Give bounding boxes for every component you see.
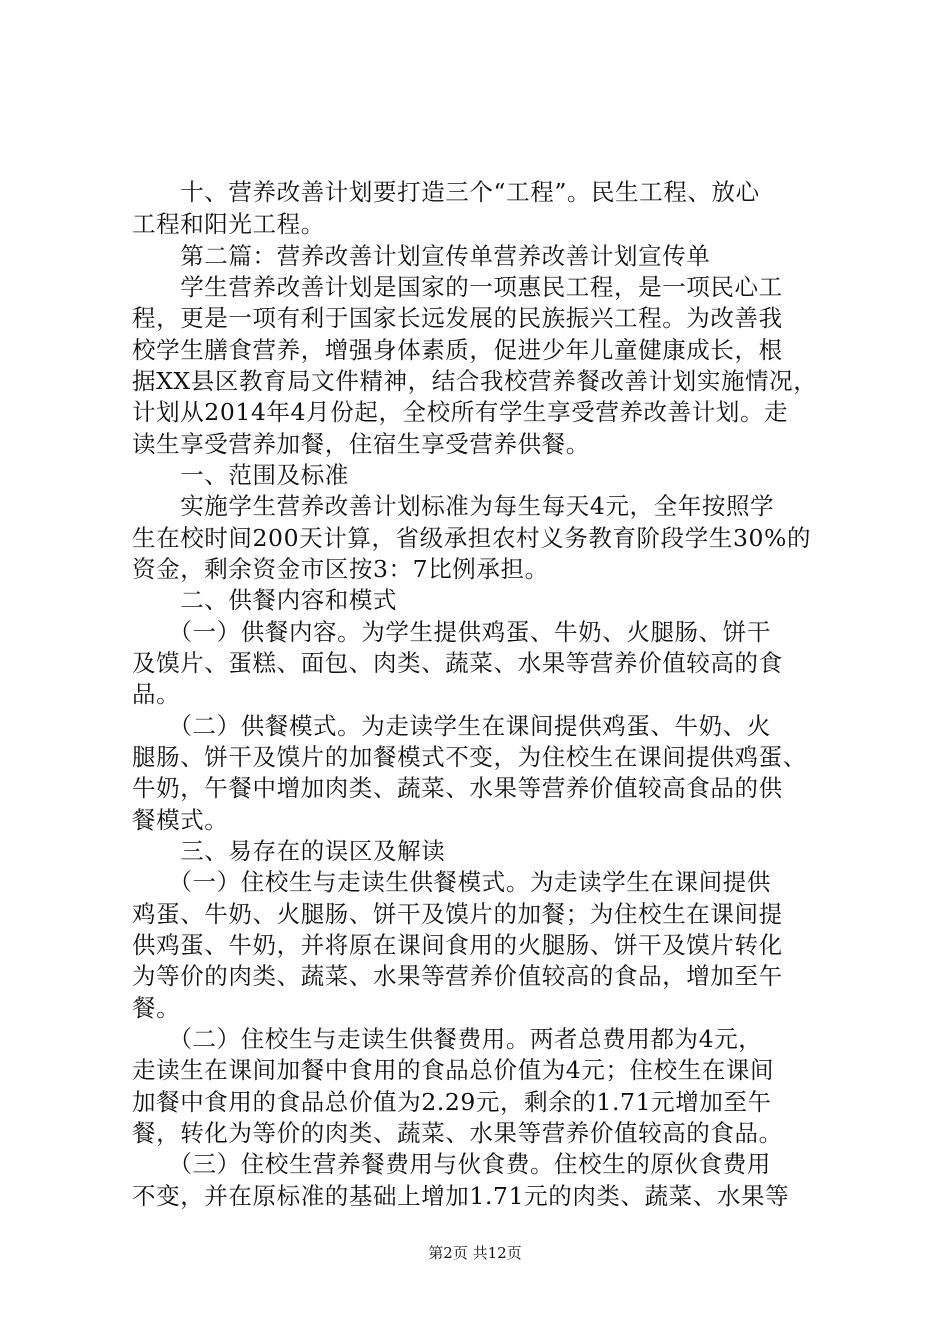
text-line: 不变，并在原标准的基础上增加1.71元的肉类、蔬菜、水果等 xyxy=(132,1182,790,1210)
text-line: 生在校时间200天计算，省级承担农村义务教育阶段学生30%的 xyxy=(132,524,812,552)
section-heading: 一、范围及标准 xyxy=(132,461,349,489)
text-line: 资金，剩余资金市区按3：7比例承担。 xyxy=(132,555,549,583)
text-line: 供鸡蛋、牛奶，并将原在课间食用的火腿肠、饼干及馍片转化 xyxy=(132,931,783,959)
text-line: 餐，转化为等价的肉类、蔬菜、水果等营养价值较高的食品。 xyxy=(132,1119,783,1147)
text-line: 品。 xyxy=(132,680,181,708)
text-line: （二）住校生与走读生供餐费用。两者总费用都为4元， xyxy=(132,1025,763,1053)
text-line: 校学生膳食营养，增强身体素质，促进少年儿童健康成长，根 xyxy=(132,336,783,364)
section-heading: 二、供餐内容和模式 xyxy=(132,586,398,614)
section-heading: 第二篇：营养改善计划宣传单营养改善计划宣传单 xyxy=(132,242,711,270)
text-line: 餐。 xyxy=(132,994,181,1022)
text-line: 十、营养改善计划要打造三个“工程”。民生工程、放心 xyxy=(132,178,760,206)
text-line: 走读生在课间加餐中食用的食品总价值为4元；住校生在课间 xyxy=(132,1056,775,1084)
text-line: （一）住校生与走读生供餐模式。为走读学生在课间提供 xyxy=(132,868,771,896)
text-line: 程，更是一项有利于国家长远发展的民族振兴工程。为改善我 xyxy=(132,304,783,332)
text-line: 实施学生营养改善计划标准为每生每天4元，全年按照学 xyxy=(132,492,775,520)
text-line: （三）住校生营养餐费用与伙食费。住校生的原伙食费用 xyxy=(132,1150,771,1178)
text-line: 加餐中食用的食品总价值为2.29元，剩余的1.71元增加至午 xyxy=(132,1088,772,1116)
page-footer: 第2页 共12页 xyxy=(428,1244,522,1262)
section-heading: 三、易存在的误区及解读 xyxy=(132,837,446,865)
text-line: 及馍片、蛋糕、面包、肉类、蔬菜、水果等营养价值较高的食 xyxy=(132,649,783,677)
text-line: 读生享受营养加餐，住宿生享受营养供餐。 xyxy=(132,430,590,458)
text-line: 腿肠、饼干及馍片的加餐模式不变，为住校生在课间提供鸡蛋、 xyxy=(132,743,807,771)
text-line: 学生营养改善计划是国家的一项惠民工程，是一项民心工 xyxy=(132,273,783,301)
text-line: 为等价的肉类、蔬菜、水果等营养价值较高的食品，增加至午 xyxy=(132,962,783,990)
text-line: 工程和阳光工程。 xyxy=(132,210,325,238)
text-line: （一）供餐内容。为学生提供鸡蛋、牛奶、火腿肠、饼干 xyxy=(132,618,771,646)
text-line: （二）供餐模式。为走读学生在课间提供鸡蛋、牛奶、火 xyxy=(132,712,771,740)
text-line: 据XX县区教育局文件精神，结合我校营养餐改善计划实施情况， xyxy=(132,367,818,395)
text-line: 计划从2014年4月份起，全校所有学生享受营养改善计划。走 xyxy=(132,398,789,426)
text-line: 牛奶，午餐中增加肉类、蔬菜、水果等营养价值较高食品的供 xyxy=(132,774,783,802)
text-line: 餐模式。 xyxy=(132,806,229,834)
text-line: 鸡蛋、牛奶、火腿肠、饼干及馍片的加餐；为住校生在课间提 xyxy=(132,900,783,928)
